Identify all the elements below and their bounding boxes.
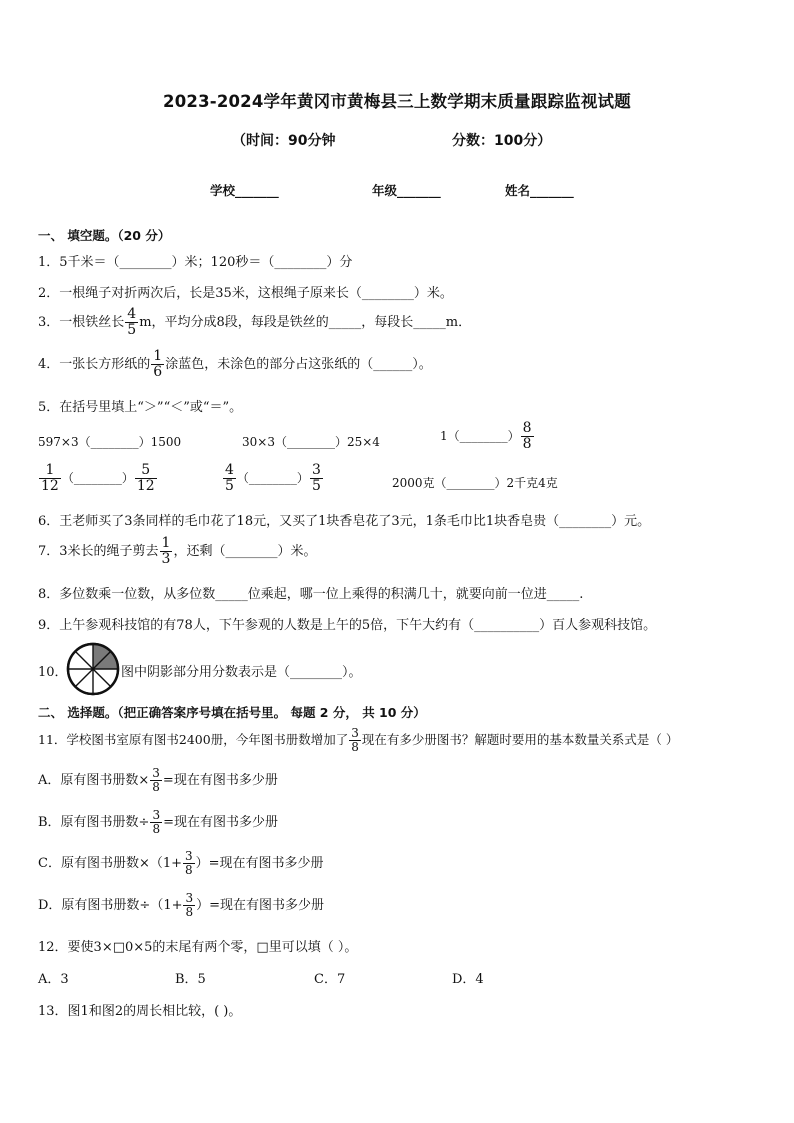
q5-row1-frac-num: 8	[522, 420, 532, 436]
q5-row2-frac-a2	[135, 463, 157, 494]
q5-row2-frac-a2-num: 5	[135, 463, 157, 479]
q5-row2-frac-b-den: 5	[225, 478, 234, 494]
school-field[interactable]: 学校_______	[210, 183, 279, 198]
q11-option-d-frac-num: 3	[185, 891, 194, 905]
q4-text-a: 4．一张长方形纸的	[38, 357, 151, 372]
q11-option-c-text-a: C．原有图书册数×（1+	[38, 856, 183, 871]
q11-option-c-fraction	[183, 850, 195, 877]
q11-option-d-text-a: D．原有图书册数÷（1+	[38, 898, 183, 913]
q7-frac-den: 3	[161, 551, 171, 567]
q5-row2-item2	[222, 463, 324, 494]
q11-option-c-frac-den: 8	[185, 863, 193, 877]
q11-option-d[interactable]	[38, 892, 324, 919]
q5-row1-item3-text: 1（________）	[440, 429, 520, 443]
question-9: 9．上午参观科技馆的有78人，下午参观的人数是上午的5倍，下午大约有（__________）百人参观科技馆。	[38, 618, 657, 633]
q11-option-a-text-a: A．原有图书册数×	[38, 773, 150, 788]
q5-row2-frac-b2-num: 3	[311, 462, 321, 478]
grade-field[interactable]: 年级_______	[372, 183, 441, 198]
q11-option-a[interactable]	[38, 767, 278, 794]
shaded-circle-figure	[66, 642, 120, 696]
q5-row2-frac-b2	[310, 463, 323, 494]
q5-row2-frac-a-num: 1	[39, 463, 61, 479]
q11-option-a-frac-num: 3	[152, 766, 160, 780]
question-8: 8．多位数乘一位数，从多位数_____位乘起，哪一位上乘得的积满几十，就要向前一位进_____.	[38, 587, 584, 602]
q12-option-a[interactable]: A．3	[38, 972, 69, 987]
q11-option-c-frac-num: 3	[185, 849, 193, 863]
q5-row2-frac-b2-den: 5	[311, 478, 321, 494]
q5-row2-item1	[38, 463, 158, 494]
q5-row1-frac-den: 8	[522, 436, 532, 452]
q4-text-b: 涂蓝色，未涂色的部分占这张纸的（______）。	[165, 357, 432, 372]
q5-row2-blank-a[interactable]: （________）	[61, 471, 134, 485]
q11-frac-num: 3	[351, 726, 359, 740]
q3-text-b: m，平均分成8段，每段是铁丝的_____，每段长_____m．	[139, 315, 472, 330]
question-12: 12．要使3×□0×5的末尾有两个零，□里可以填（ ）。	[38, 940, 358, 955]
q11-option-c-text-b: ）=现在有图书多少册	[195, 856, 324, 871]
question-5: 5．在括号里填上“＞”“＜”或“＝”。	[38, 400, 243, 415]
q12-option-b[interactable]: B．5	[175, 972, 206, 987]
q4-frac-num: 1	[153, 348, 163, 364]
q7-frac-num: 1	[161, 535, 171, 551]
q11-option-a-text-b: =现在有图书多少册	[162, 773, 278, 788]
q5-row1-item3	[440, 421, 535, 452]
q5-row1-fraction	[521, 421, 534, 452]
q11-option-a-frac-den: 8	[152, 780, 160, 794]
exam-score: 分数：100分）	[452, 133, 552, 149]
q11-option-d-fraction	[183, 892, 195, 919]
q4-fraction	[151, 349, 164, 380]
q5-row2-frac-b-num: 4	[225, 462, 234, 478]
question-3	[38, 307, 471, 338]
q11-option-b[interactable]	[38, 809, 278, 836]
exam-time: （时间：90分钟	[232, 133, 336, 149]
q11-option-b-text-b: =现在有图书多少册	[163, 815, 278, 830]
section-fill-blank-title: 一、 填空题。（20 分）	[38, 228, 171, 243]
question-2: 2．一根绳子对折两次后，长是35米，这根绳子原来长（________）米。	[38, 286, 453, 301]
q11-text-a: 11．学校图书室原有图书2400册，今年图书册数增加了	[38, 732, 349, 747]
q11-frac-den: 8	[351, 740, 359, 754]
q11-option-b-frac-den: 8	[152, 822, 161, 836]
question-6: 6．王老师买了3条同样的毛巾花了18元，又买了1块香皂花了3元，1条毛巾比1块香皂贵（________）元。	[38, 514, 651, 529]
q5-row2-frac-a	[39, 463, 61, 494]
q5-row2-frac-b	[223, 463, 236, 494]
q7-fraction	[160, 536, 173, 567]
question-13: 13．图1和图2的周长相比较，( )。	[38, 1004, 242, 1019]
question-10: 图中阴影部分用分数表示是（________）。	[121, 665, 362, 680]
q4-frac-den: 6	[153, 364, 163, 380]
question-4	[38, 349, 432, 380]
q11-option-d-frac-den: 8	[185, 905, 194, 919]
q11-option-d-text-b: ）=现在有图书多少册	[196, 898, 325, 913]
q5-row1-item2: 30×3（________）25×4	[242, 435, 380, 449]
q11-option-b-text-a: B．原有图书册数÷	[38, 815, 150, 830]
section-choice-title: 二、 选择题。（把正确答案序号填在括号里。 每题 2 分， 共 10 分）	[38, 705, 426, 720]
q11-option-c[interactable]	[38, 850, 324, 877]
q11-option-a-fraction	[150, 767, 162, 794]
q7-text-a: 7．3米长的绳子剪去	[38, 544, 159, 559]
q7-text-b: ，还剩（________）米。	[173, 544, 317, 559]
q5-row2-frac-a2-den: 12	[136, 478, 155, 494]
question-11	[38, 727, 678, 754]
name-field[interactable]: 姓名_______	[505, 183, 574, 198]
q3-frac-den: 5	[127, 322, 137, 338]
question-10-number: 10．	[38, 665, 68, 680]
q5-row1-item1: 597×3（________）1500	[38, 435, 182, 449]
q3-text-a: 3．一根铁丝长	[38, 315, 125, 330]
q12-option-c[interactable]: C．7	[314, 972, 346, 987]
q11-fraction	[349, 727, 361, 754]
q11-option-b-frac-num: 3	[152, 808, 161, 822]
page-title: 2023-2024学年黄冈市黄梅县三上数学期末质量跟踪监视试题	[163, 92, 631, 111]
q11-option-b-fraction	[150, 809, 162, 836]
q5-row2-item3: 2000克（________）2千克4克	[392, 476, 558, 490]
q11-text-b: 现在有多少册图书？解题时要用的基本数量关系式是（ ）	[361, 732, 679, 747]
q3-frac-num: 4	[127, 306, 137, 322]
q3-fraction	[125, 307, 138, 338]
q12-option-d[interactable]: D．4	[452, 972, 484, 987]
q5-row2-frac-a-den: 12	[41, 478, 59, 494]
q5-row2-blank-b[interactable]: （________）	[236, 471, 309, 485]
question-7	[38, 536, 316, 567]
question-1: 1．5千米＝（________）米；120秒＝（________）分	[38, 255, 353, 270]
